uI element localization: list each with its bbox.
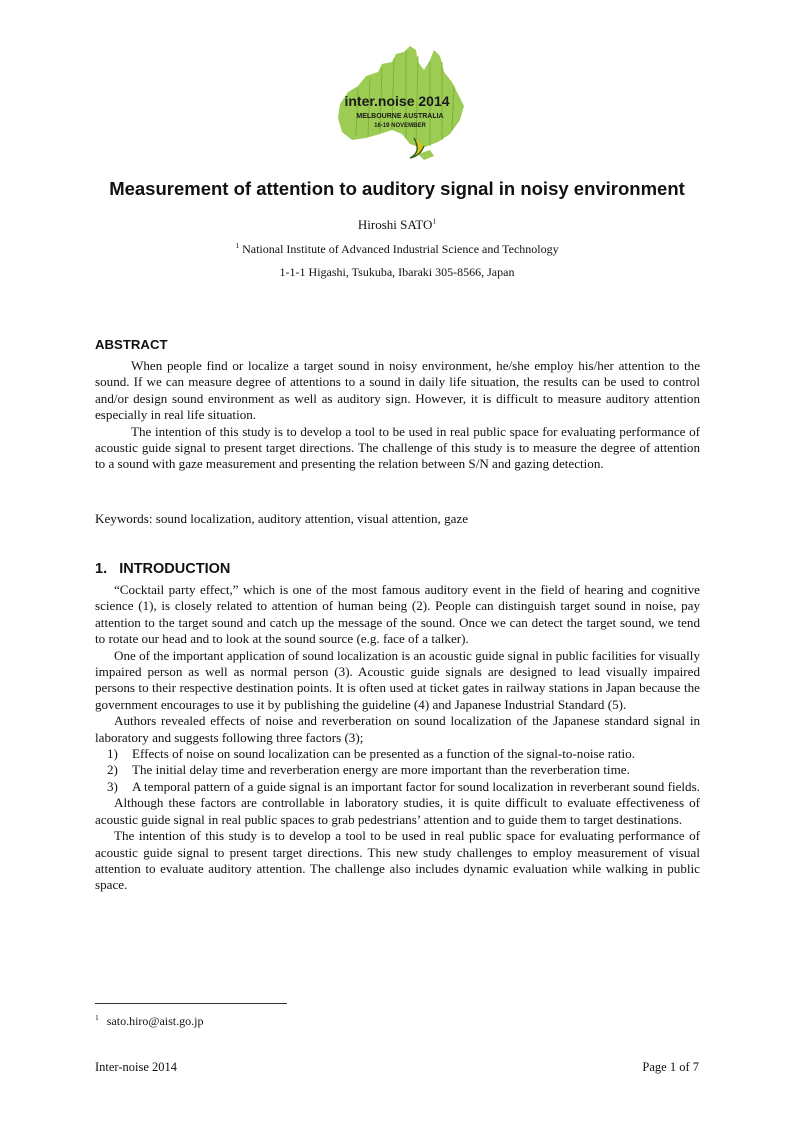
list-text: The initial delay time and reverberation energy are more important than the reverberation time. [132, 762, 630, 778]
section-title: INTRODUCTION [119, 561, 231, 577]
factor-list [95, 746, 700, 795]
footer-page-number: Page 1 of 7 [642, 1060, 699, 1074]
logo-line2: MELBOURNE AUSTRALIA [356, 113, 444, 120]
list-item [95, 762, 700, 778]
body-paragraph: Although these factors are controllable in laboratory studies, it is quite difficult to evaluate effectiveness of acoustic guide signal in real public spaces to grab pedestrians’ attention and to guide them to target destinations. [95, 795, 700, 827]
logo-line3: 16-19 NOVEMBER [374, 123, 426, 129]
list-number: 1) [107, 746, 118, 762]
affiliation-text: National Institute of Advanced Industrial Science and Technology [242, 242, 559, 256]
australia-map-logo [318, 42, 476, 166]
list-text: Effects of noise on sound localization can be presented as a function of the signal-to-noise ratio. [132, 746, 635, 762]
abstract-paragraph: When people find or localize a target sound in noisy environment, he/she employ his/her attention to the sound. If we can measure degree of attentions to a sound in daily life situation, the results can be used to control and/or design sound environment as well as auditory sign. However, it is difficult to measure auditory attention especially in real life situation. [95, 358, 700, 423]
body-paragraph: One of the important application of sound localization is an acoustic guide signal in public facilities for visually impaired person as well as normal person (3). Acoustic guide signals are designed to lead visually impaired persons to their respective destination points. It is often used at ticket gates in railway stations in Japan because the government encourages to use it by publishing the guideline (4) and Japanese Industrial Standard (5). [95, 647, 700, 712]
list-text: A temporal pattern of a guide signal is an important factor for sound localization in reverberant sound fields. [132, 778, 700, 794]
author-text: Hiroshi SATO [357, 217, 433, 232]
body-paragraph: “Cocktail party effect,” which is one of the most famous auditory event in the field of hearing and cognitive science (1), is closely related to attention of human being (2). People can distinguish target sound in noise, pay attention to the target sound and catch up the message of the sound. Once we can detect the target sound, we tend to rotate our head and to look at the sound source (e.g. face of a talker). [95, 582, 700, 647]
paper-title: Measurement of attention to auditory signal in noisy environment [109, 178, 685, 199]
footnote-email: sato.hiro@aist.go.jp [106, 1014, 204, 1028]
list-item [95, 779, 700, 795]
list-number: 3) [107, 778, 118, 794]
list-number: 2) [107, 762, 118, 778]
introduction-body [95, 582, 700, 894]
section-heading [95, 561, 230, 577]
affiliation-mark: 1 [235, 241, 240, 250]
body-paragraph: Authors revealed effects of noise and reverberation on sound localization of the Japanese standard signal in laboratory and suggests following three factors (3); [95, 713, 700, 745]
abstract-body [95, 358, 700, 473]
footnote-mark: 1 [95, 1013, 99, 1022]
footer-conference: Inter-noise 2014 [95, 1060, 178, 1074]
address: 1-1-1 Higashi, Tsukuba, Ibaraki 305-8566, Japan [279, 265, 515, 279]
author-mark: 1 [432, 216, 437, 226]
abstract-heading: ABSTRACT [95, 337, 168, 352]
author-name [0, 217, 794, 233]
footnote [95, 1014, 203, 1029]
affiliation [0, 242, 794, 257]
logo-line1: inter.noise 2014 [344, 93, 450, 109]
keywords: Keywords: sound localization, auditory attention, visual attention, gaze [95, 511, 469, 526]
list-item [95, 746, 700, 762]
footnote-divider [95, 1003, 287, 1004]
abstract-paragraph: The intention of this study is to develop a tool to be used in real public space for evaluating performance of acoustic guide signal to present target directions. The challenge of this study is to measure the degree of attention to a sound with gaze measurement and presenting the relation between S/N and gazing detection. [95, 423, 700, 472]
section-number: 1. [95, 561, 108, 577]
body-paragraph: The intention of this study is to develop a tool to be used in real public space for evaluating performance of acoustic guide signal to present target directions. This new study challenges to employ measurement of visual attention to evaluate auditory attention. The challenge also includes dynamic evaluation while walking in public space. [95, 828, 700, 893]
